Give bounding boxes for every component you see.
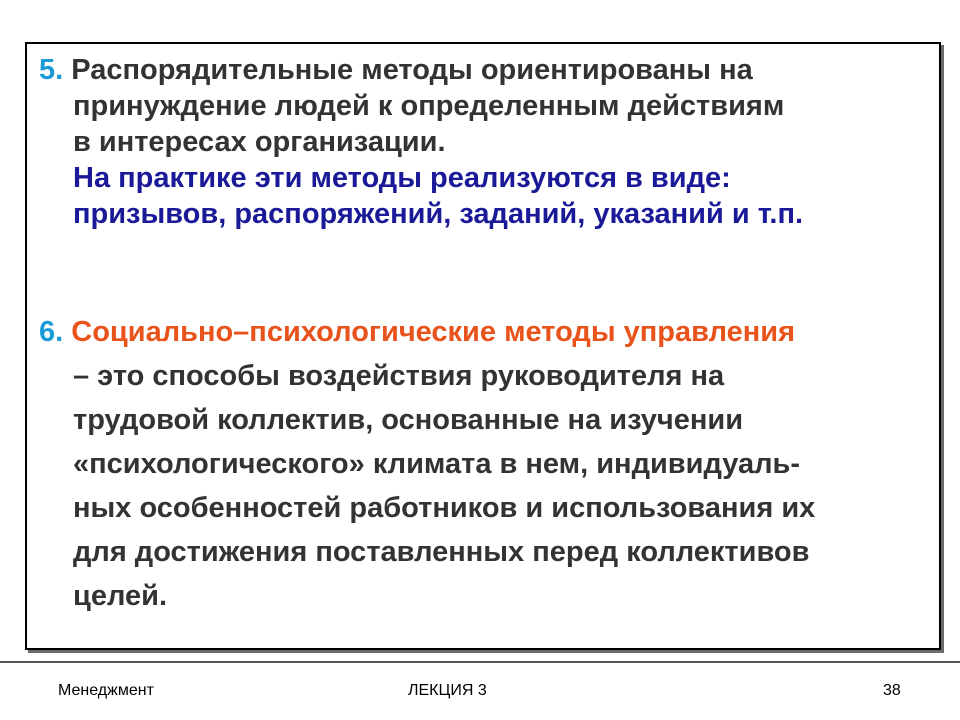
item-5-heading-line-2: принуждение людей к определенным действиям [73,90,785,122]
item-6-body-line-2: трудовой коллектив, основанные на изучении [73,404,744,436]
item-5-heading-line-3: в интересах организации. [73,126,446,158]
item-6-line-1 [39,310,929,354]
item-6 [39,310,929,618]
item-6-body-line-4: ных особенностей работников и использования их [73,492,816,524]
item-6-body-line-1: – это способы воздействия руководителя на [73,360,725,392]
item-5-heading-line-1: Распорядительные методы ориентированы на [71,54,753,86]
item-5-detail-line-2: призывов, распоряжений, заданий, указаний и т.п. [73,198,804,230]
item-6-body-line-3: «психологического» климата в нем, индивидуаль- [73,448,801,480]
item-5-detail-line-1: На практике эти методы реализуются в виде: [73,162,731,194]
footer-lecture-label: ЛЕКЦИЯ 3 [408,682,487,699]
item-6-number: 6. [39,316,64,348]
item-5-line-1 [39,52,929,88]
item-5 [39,52,929,232]
item-6-body-line-6: целей. [73,580,168,612]
footer-divider [0,661,960,663]
content-box [25,42,941,650]
footer-page-number: 38 [883,682,901,699]
item-6-body-line-5: для достижения поставленных перед коллективов [73,536,810,568]
item-6-heading: Социально–психологические методы управления [71,316,796,348]
footer-course-title: Менеджмент [58,682,154,699]
item-5-number: 5. [39,54,64,86]
